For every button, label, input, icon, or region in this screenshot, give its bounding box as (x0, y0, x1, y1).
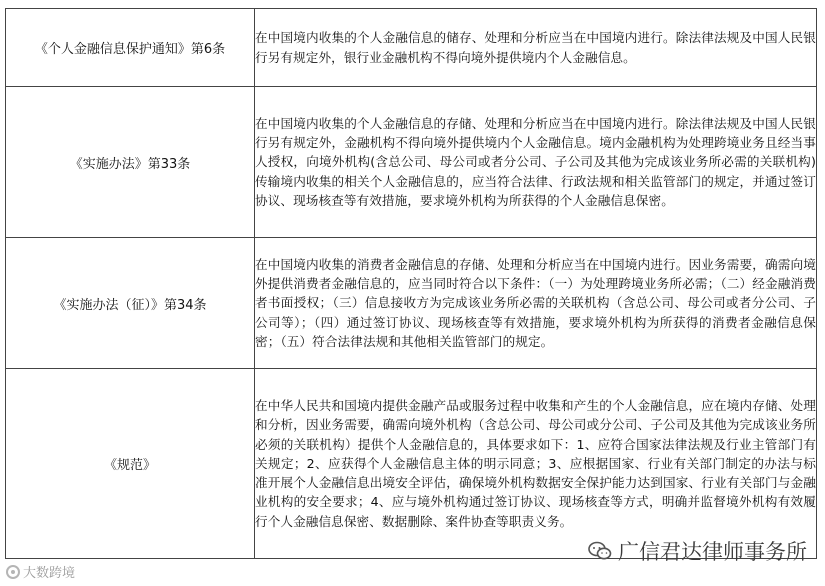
watermark-left (6, 562, 75, 581)
regulation-text: 在中国境内收集的个人金融信息的储存、处理和分析应当在中国境内进行。除法律法规及中国人民银行另有规定外，银行业金融机构不得向境外提供境内个人金融信息。 (255, 9, 817, 87)
table-row (6, 369, 817, 559)
regulation-source: 《规范》 (6, 369, 255, 559)
watermark-right-text: 广信君达律师事务所 (618, 540, 807, 564)
table-row (6, 87, 817, 238)
regulation-text: 在中华人民共和国境内提供金融产品或服务过程中收集和产生的个人金融信息，应在境内存储、处理和分析，因业务需要，确需向境外机构（含总公司、母公司或分公司、子公司及其他为完成该业务所必须的关联机构）提供个人金融信息的，具体要求如下：1、应符合国家法律法规及行业主管部门有关规定；2、应获得个人金融信息主体的明示同意；3、应根据国家、行业有关部门制定的办法与标准开展个人金融信息出境安全评估，确保境外机构数据安全保护能力达到国家、行业有关部门与金融业机构的安全要求；4、应与境外机构通过签订协议、现场核查等方式，明确并监督境外机构有效履行个人金融信息保密、数据删除、案件协查等职责义务。 (255, 369, 817, 559)
regulation-source: 《个人金融信息保护通知》第6条 (6, 9, 255, 87)
watermark-left-text: 大数跨境 (23, 566, 76, 581)
table-row (6, 9, 817, 87)
wechat-icon (588, 541, 612, 561)
regulations-table (5, 8, 817, 559)
regulation-source: 《实施办法（征）》第34条 (6, 238, 255, 369)
regulation-text: 在中国境内收集的消费者金融信息的存储、处理和分析应当在中国境内进行。因业务需要，确需向境外提供消费者金融信息的，应当同时符合以下条件：（一）为处理跨境业务所必需；（二）经金融消费者书面授权；（三）信息接收方为完成该业务所必需的关联机构（含总公司、母公司或者分公司、子公司等）；（四）通过签订协议、现场核查等有效措施，要求境外机构为所获得的消费者金融信息保密；（五）符合法律法规和其他相关监管部门的规定。 (255, 238, 817, 369)
regulation-text: 在中国境内收集的个人金融信息的存储、处理和分析应当在中国境内进行。除法律法规及中国人民银行另有规定外，金融机构不得向境外提供境内个人金融信息。境内金融机构为处理跨境业务且经当事人授权，向境外机构(含总公司、母公司或者分公司、子公司及其他为完成该业务所必需的关联机构)传输境内收集的相关个人金融信息的，应当符合法律、行政法规和相关监管部门的规定，并通过签订协议、现场核查等有效措施，要求境外机构为所获得的个人金融信息保密。 (255, 87, 817, 238)
watermark-right (588, 536, 807, 566)
regulation-source: 《实施办法》第33条 (6, 87, 255, 238)
brand-logo-icon (6, 565, 20, 579)
table-row (6, 238, 817, 369)
